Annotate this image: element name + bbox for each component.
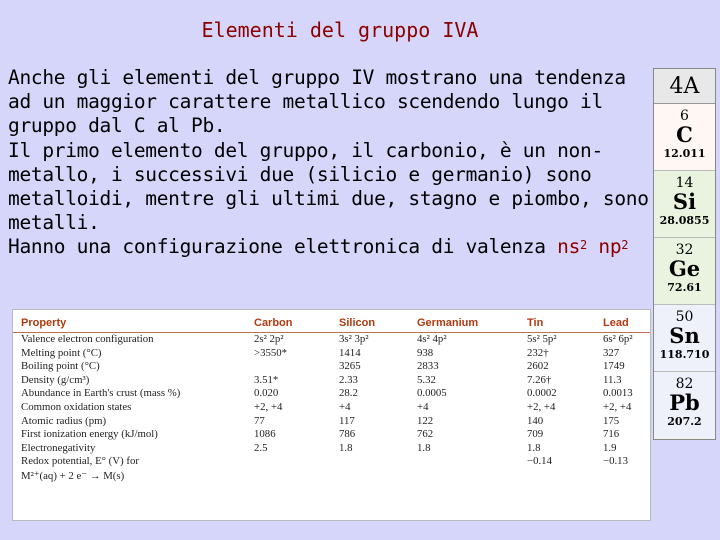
atomic-number: 32 [675,242,694,258]
property-label-cell: Electronegativity [21,441,96,454]
table-row [13,455,650,469]
table-row [13,401,650,415]
column-header-lead: Lead [603,315,650,333]
property-value-cell: 232† [527,346,549,359]
property-value-cell: 140 [527,414,544,427]
property-value-cell: 5.32 [417,373,436,386]
table-body [13,333,650,483]
table-row [13,333,650,347]
periodic-group-column [653,68,716,440]
property-value-cell: 3.51* [254,373,279,386]
property-value-cell: 175 [603,414,620,427]
property-value-cell: 1.8 [417,441,431,454]
property-value-cell: 0.0005 [417,387,447,400]
config-formula [557,235,628,258]
property-value-cell: 77 [254,414,265,427]
property-value-cell [339,455,417,469]
property-value-cell: +2, +4 [527,400,556,413]
property-value-cell: −0.13 [603,455,628,468]
properties-table [13,315,650,483]
element-symbol: Ge [668,256,701,281]
column-header-carbon: Carbon [254,315,339,333]
table-row [13,347,650,361]
property-value-cell: 5s² 5p² [527,333,557,345]
property-value-cell: +2, +4 [603,400,632,413]
property-value-cell: 938 [417,346,434,359]
property-value-cell: 2.33 [339,373,358,386]
property-value-cell: 117 [339,414,355,427]
properties-table-panel [12,309,651,521]
property-value-cell: 7.26† [527,373,552,386]
slide-body [8,66,658,260]
property-value-cell: >3550* [254,346,288,359]
property-value-cell: −0.14 [527,455,552,468]
paragraph-classification: Il primo elemento del gruppo, il carbonio, è un non-metallo, i successivi due (silicio e germanio) sono metalloidi, mentre gli ultimi due, stagno e piombo, sono metalli. [8,138,649,235]
slide-title: Elementi del gruppo IVA [201,18,479,42]
atomic-number: 14 [675,175,694,191]
property-value-cell [339,469,417,483]
property-label-cell: Valence electron configuration [21,333,154,345]
column-header-tin: Tin [527,315,603,333]
table-row [13,428,650,442]
property-value-cell: +2, +4 [254,400,283,413]
property-label-cell: Density (g/cm³) [21,373,90,386]
atomic-mass: 28.0855 [659,214,710,227]
property-value-cell: 786 [339,428,356,441]
property-value-cell: 2602 [527,360,549,373]
property-value-cell: 3s² 3p² [339,333,369,345]
property-label-cell: Common oxidation states [21,400,132,413]
property-value-cell: 2.5 [254,441,268,454]
property-value-cell: 709 [527,428,544,441]
atomic-mass: 72.61 [667,281,702,294]
table-row [13,387,650,401]
property-value-cell: +4 [417,400,429,413]
property-label-cell: Melting point (°C) [21,346,102,359]
config-prefix: Hanno una configurazione elettronica di valenza [8,235,558,259]
atomic-mass: 207.2 [667,415,702,428]
column-header-germanium: Germanium [417,315,527,333]
property-value-cell [254,360,339,374]
property-label-cell: M²⁺(aq) + 2 e⁻ → M(s) [21,469,125,482]
table-row [13,374,650,388]
property-label-cell: First ionization energy (kJ/mol) [21,428,158,441]
property-label-cell: Abundance in Earth's crust (mass %) [21,387,181,400]
element-symbol: Sn [669,323,700,348]
config-s: ns [557,235,581,259]
table-row [13,360,650,374]
atomic-number: 50 [675,309,694,325]
property-value-cell: 2833 [417,360,439,373]
property-value-cell: 28.2 [339,387,358,400]
atomic-number: 6 [680,108,689,124]
table-row [13,442,650,456]
config-s-exp: 2 [580,238,587,253]
element-cell-carbon [654,104,715,171]
property-value-cell [417,455,527,469]
property-value-cell: 1.8 [339,441,353,454]
config-p: np [586,235,622,259]
property-value-cell: 122 [417,414,434,427]
property-value-cell: 1086 [254,428,276,441]
atomic-number: 82 [675,376,694,392]
property-value-cell: 1414 [339,346,361,359]
paragraph-trend: Anche gli elementi del gruppo IV mostrano una tendenza ad un maggior carattere metallico scendendo lungo il gruppo dal C al Pb. [8,66,626,138]
element-cell-tin [654,305,715,372]
property-label-cell: Boiling point (°C) [21,360,100,373]
element-cell-lead [654,372,715,438]
atomic-mass: 12.011 [663,147,706,160]
element-symbol: Si [672,189,697,214]
table-row [13,469,650,483]
property-value-cell [254,455,339,469]
column-header-silicon: Silicon [339,315,417,333]
element-symbol: Pb [669,390,700,415]
property-value-cell: 0.0013 [603,387,633,400]
property-label-cell: Redox potential, E° (V) for [21,455,139,468]
property-value-cell: 1.8 [527,441,541,454]
property-value-cell: 327 [603,346,620,359]
group-header: 4A [654,69,715,104]
property-value-cell: 716 [603,428,620,441]
property-value-cell: 0.020 [254,387,279,400]
property-value-cell: 6s² 6p² [603,333,633,345]
property-value-cell [417,469,527,483]
property-value-cell: 1.9 [603,441,617,454]
table-header-row [13,315,650,333]
element-cell-silicon [654,171,715,238]
element-cell-germanium [654,238,715,305]
property-value-cell: 0.0002 [527,387,557,400]
column-header-property: Property [13,315,254,333]
property-value-cell: 762 [417,428,434,441]
property-value-cell: 1749 [603,360,625,373]
atomic-mass: 118.710 [659,348,710,361]
config-p-exp: 2 [621,238,629,253]
property-label-cell: Atomic radius (pm) [21,414,107,427]
property-value-cell: +4 [339,400,351,413]
table-row [13,415,650,429]
property-value-cell: 4s² 4p² [417,333,447,345]
property-value-cell: 3265 [339,360,361,373]
element-symbol: C [676,122,693,147]
property-value-cell: 2s² 2p² [254,333,284,345]
paragraph-configuration [8,235,658,259]
property-value-cell [254,469,339,483]
property-value-cell [527,469,603,483]
property-value-cell [603,469,650,483]
property-value-cell: 11.3 [603,373,622,386]
